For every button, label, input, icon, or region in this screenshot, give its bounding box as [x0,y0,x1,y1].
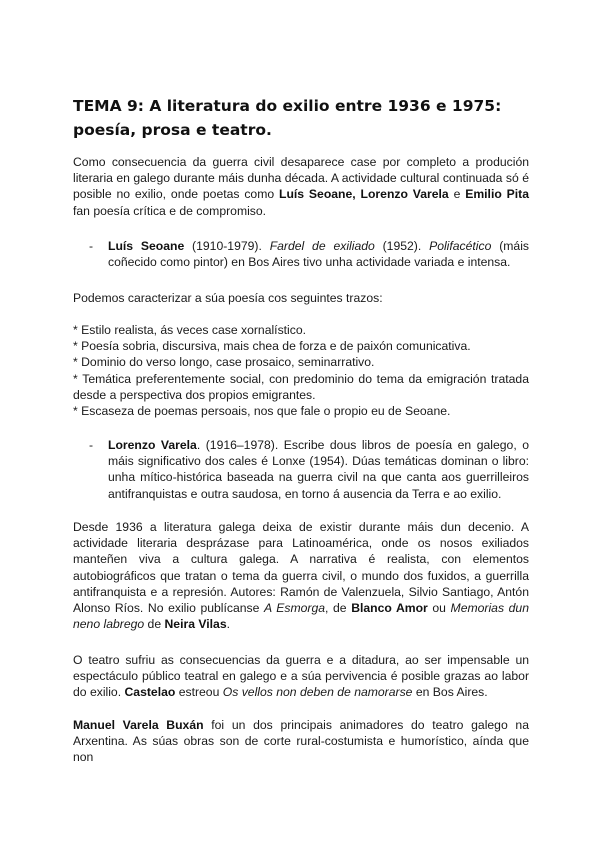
varela-bullet [89,437,529,502]
theatre-work: Os vellos non deben de namorarse [222,685,413,700]
seoane-work-fardel: Fardel de exiliado [269,239,375,253]
prose-work-esmorga: A Esmorga [264,601,326,616]
bullet-dash: - [89,239,94,253]
buxan-rest: foi un dos principais animadores do teatro galego na Arxentina. As súas obras son de corte rural-costumista e humorístico, aínda que non [73,718,529,765]
buxan-name: Manuel Varela Buxán [73,718,204,732]
prose-paragraph [73,519,529,632]
intro-poet-pita: Emilio Pita [465,187,529,202]
prose-text-4: de [144,617,165,632]
intro-text: Como consecuencia da guerra civil desaparece case por completo a produción literaria en galego durante máis dunha década. A actividade cultural continuada só é posible no exilio, onde poetas como [73,155,529,202]
seoane-rest: (máis coñecido como pintor) en Bos Aires tivo unha actividade variada e intensa. [108,239,530,270]
theatre-author-castelao: Castelao [124,685,176,700]
seoane-bullet [89,238,529,270]
trait-item: * Poesía sobria, discursiva, mais chea de forza e de paixón comunicativa. [73,339,471,354]
theatre-paragraph [73,652,529,701]
trait-item: * Dominio do verso longo, case prosaico, seminarrativo. [73,355,375,370]
varela-rest: . (1916–1978). Escribe dous libros de poesía en galego, o máis significativo dos cales é Lonxe (1954). Dúas temáticas dominan o libro: unha mítico-histórica baseada na guerra civil na que canta aos guerrilleiros antifranquistas e outra saudosa, en torno á ausencia da Terra e ao exilio. [108,438,529,501]
seoane-name: Luís Seoane [108,239,185,253]
seoane-text [108,238,529,270]
prose-text-2: , de [325,601,352,616]
theatre-text-3: en Bos Aires. [412,685,488,700]
intro-paragraph [73,154,529,219]
varela-text [108,437,529,502]
seoane-dates: (1910-1979). [184,239,270,253]
traits-intro: Podemos caracterizar a súa poesía cos seguintes trazos: [73,291,383,305]
prose-author-neira-vilas: Neira Vilas [164,617,227,632]
prose-text-3: ou [427,601,451,616]
bullet-dash: - [89,438,94,452]
trait-item: * Temática preferentemente social, con predominio do tema da emigración tratada desde a perspectiva dos propios emigrantes. [73,371,529,402]
intro-text-end: fan poesía crítica e de compromiso. [73,203,267,218]
varela-name: Lorenzo Varela [108,438,197,452]
seoane-polifacetico: Polifacético [429,239,492,253]
prose-author-blanco-amor: Blanco Amor [351,601,428,616]
seoane-year: (1952). [374,239,430,253]
page-title: TEMA 9: A literatura do exilio entre 1936 e 1975: poesía, prosa e teatro. [73,97,502,139]
intro-poets: Luís Seoane, Lorenzo Varela [279,187,449,202]
prose-text: Desde 1936 a literatura galega deixa de existir durante máis dun decenio. A actividade literaria desprázase para Latinoamérica, onde os nosos exiliados manteñen viva a cultura galega. A narrativa é realista, con elementos autobiográficos que tratan o tema da guerra civil, o mundo dos fuxidos, a guerrilla antifranquista e a represión. Autores: Ramón de Valenzuela, Silvio Santiago, Antón Alonso Ríos. No exilio publícanse [73,520,529,616]
intro-text-conj: e [448,187,466,202]
prose-text-5: . [226,617,231,632]
theatre-text-2: estreou [175,685,223,700]
buxan-paragraph [73,717,529,766]
theatre-text: O teatro sufriu as consecuencias da guerra e a ditadura, ao ser impensable un espectáculo público teatral en galego e a súa pervivencia é posible grazas ao labor do exilio. [73,653,529,700]
trait-item: * Escaseza de poemas persoais, nos que fale o propio eu de Seoane. [73,404,451,419]
traits-list [73,322,529,419]
trait-item: * Estilo realista, ás veces case xornalístico. [73,323,307,337]
prose-work-memorias: Memorias dun neno labrego [73,601,529,632]
